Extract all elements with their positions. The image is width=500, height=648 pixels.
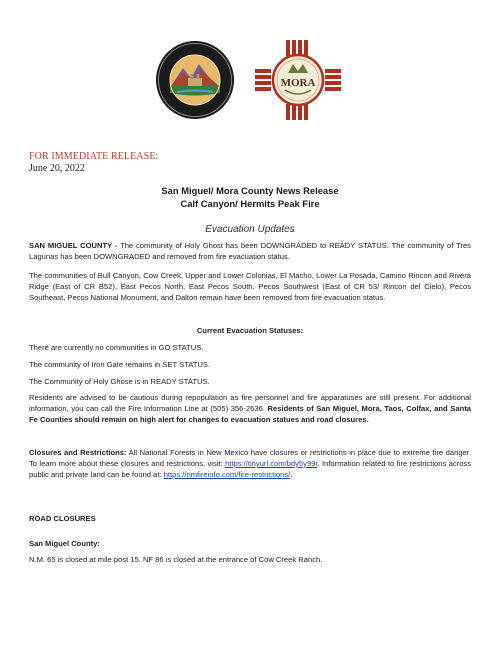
paragraph-closures (29, 447, 471, 480)
mora-logo-text: MORA (280, 77, 316, 89)
road-closures-heading: ROAD CLOSURES (29, 514, 96, 523)
paragraph-residents (29, 392, 471, 425)
release-label: FOR IMMEDIATE RELEASE: (29, 151, 159, 162)
paragraph-text: . (290, 470, 293, 479)
paragraph-text: All National Forests in New Mexico have closures or restrictions in place due to extreme fire danger. To learn more about these closures and restrictions, visit: (29, 448, 471, 468)
headline-line-1: San Miguel/ Mora County News Release (161, 185, 339, 196)
county-lead: SAN MIGUEL COUNTY - (29, 241, 118, 250)
paragraph-text: The community of Holy Ghost has been DOWNGRADED to READY STATUS. The community of Tres Lagunas has been DOWNGRADED and removed from fire evacuation status. (29, 241, 471, 261)
status-go: There are currently no communities in GO STATUS. (29, 343, 204, 352)
closures-lead: Closures and Restrictions: (29, 448, 127, 457)
paragraph-text: Residents are advised to be cautious during repopulation as fire personnel and fire apparatuses are still present. For additional information, you can call the Fire Information Line at (505) 356-2636. (29, 393, 471, 413)
san-miguel-heading: San Miguel County: (29, 539, 100, 548)
status-ready: The Community of Holy Ghose is in READY STATUS. (29, 377, 210, 386)
release-date: June 20, 2022 (29, 163, 85, 174)
alert-text: Residents of San Miguel, Mora, Taos, Colfax, and Santa Fe Counties should remain on high alert for changes to evacuation statues and road closures. (29, 404, 471, 424)
logo-row (0, 40, 500, 120)
status-set: The community of Iron Gate remains in SET STATUS. (29, 360, 211, 369)
paragraph-removed-communities (29, 270, 471, 303)
paragraph-holy-ghost (29, 240, 471, 262)
headline-line-2: Calf Canyon/ Hermits Peak Fire (180, 198, 320, 209)
tinyurl-link[interactable]: https://tinyurl.com/bdy5y99r (225, 459, 318, 468)
paragraph-text: . Information related to fire restrictions across public and private land can be found at: (29, 459, 472, 479)
nmfireinfo-link[interactable]: https://nmfireinfo.com/fire-restrictions/ (163, 470, 291, 479)
paragraph-text: The communities of Bull Canyon, Cow Creek, Upper and Lower Colonias, El Macho, Lower La Posada, Camino Rincon and Rivera Ridge (East of CR B52), East Pecos North, East Pecos South, Pecos Southwest (East of CR 53/ Rincon del Cielo), Pecos Southeast, Pecos National Monument, and Dalton remain have been removed from fire evacuation status. (29, 271, 471, 302)
statuses-heading: Current Evacuation Statuses: (196, 326, 304, 335)
section-title: Evacuation Updates (205, 224, 295, 235)
road-closure-text: N.M. 65 is closed at mile post 15. NF 86 is closed at the entrance of Cow Creek Ranch. (29, 555, 323, 564)
headline (0, 184, 500, 210)
san-miguel-county-seal-icon (155, 40, 235, 120)
mora-county-zia-seal-icon (255, 40, 341, 120)
